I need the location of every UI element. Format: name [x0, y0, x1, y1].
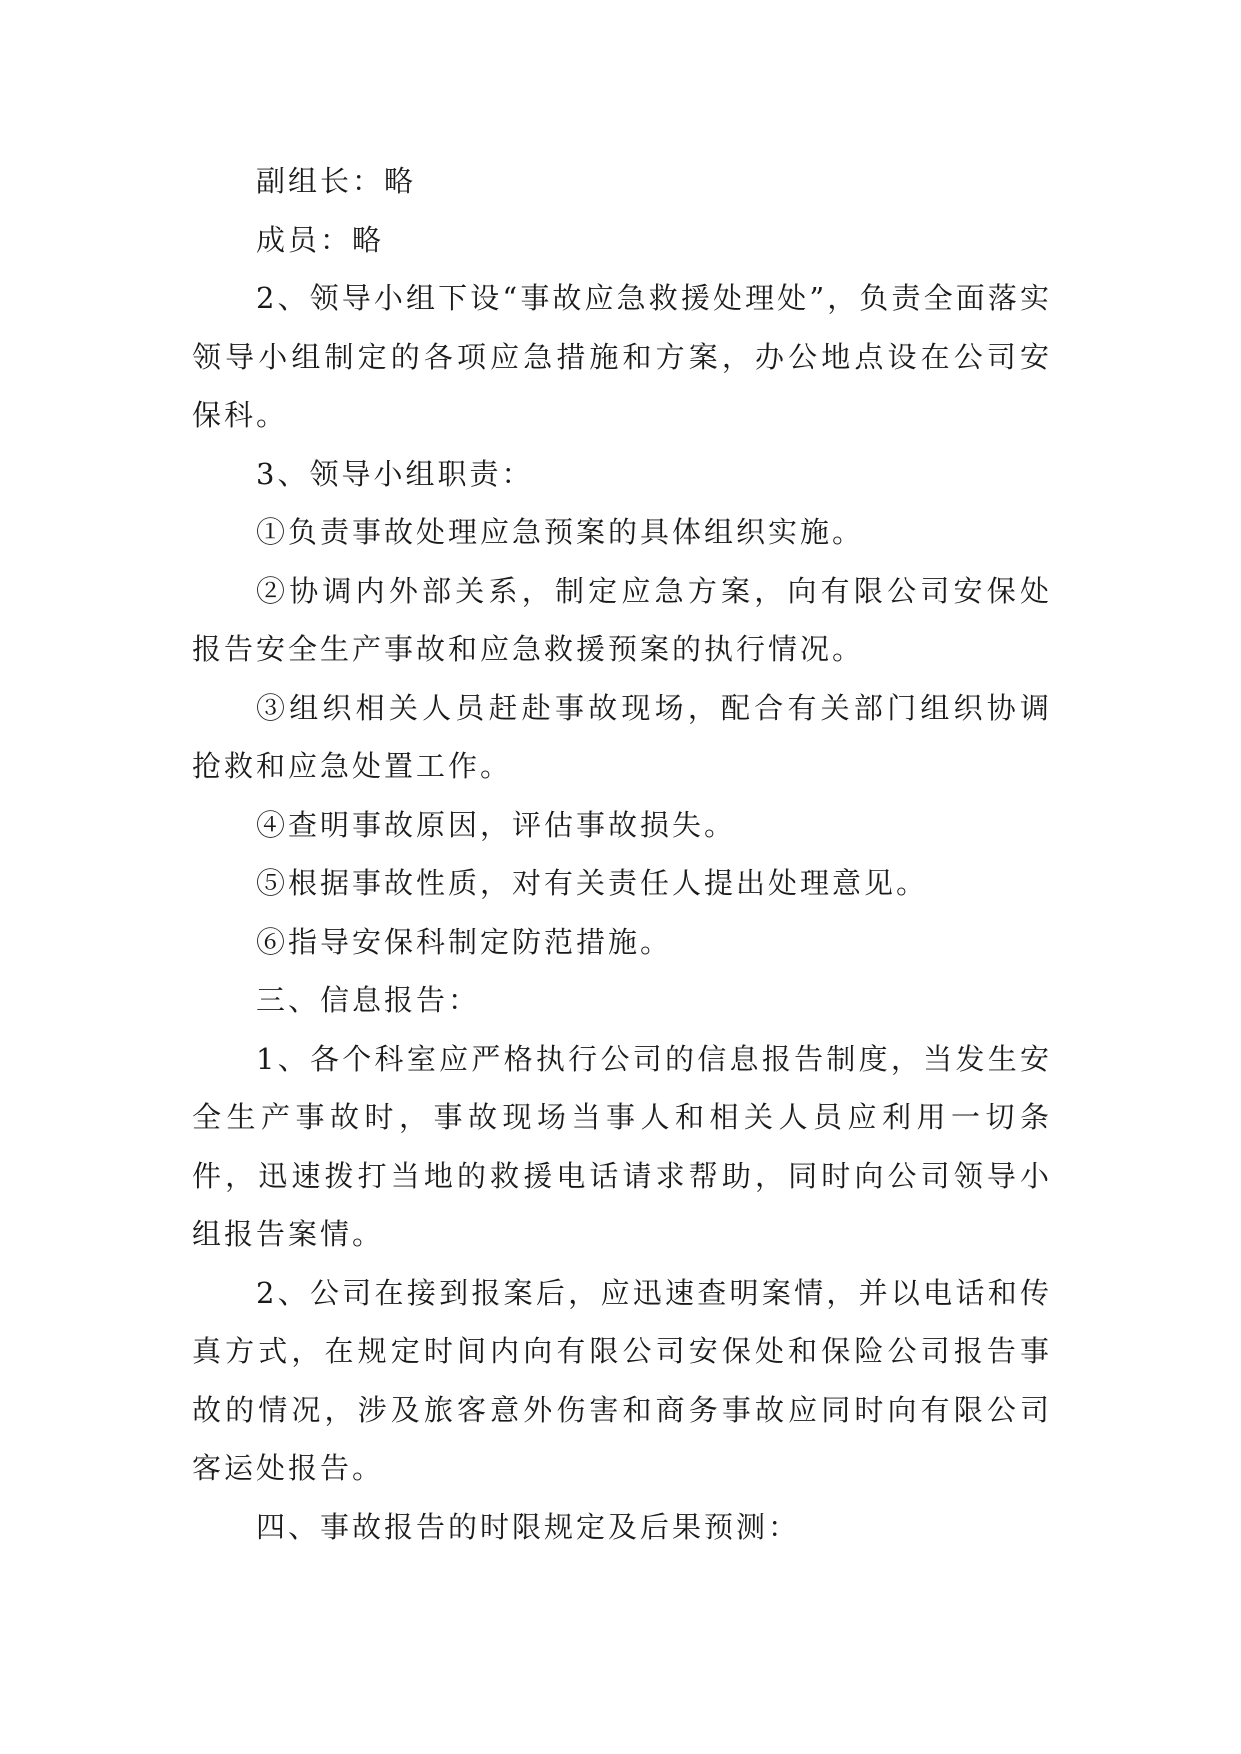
paragraph-deputy-leader: 副组长：略 [256, 164, 417, 198]
paragraph-duty-1: ①负责事故处理应急预案的具体组织实施。 [256, 515, 865, 549]
paragraph-item-2-office: 2、领导小组下设“事故应急救援处理处”，负责全面落实领导小组制定的各项应急措施和方案，办公地点设在公司安保科。 [192, 281, 1052, 432]
paragraph-item-3-duties: 3、领导小组职责： [256, 456, 534, 491]
paragraph-members: 成员：略 [256, 222, 385, 257]
paragraph-duty-5: ⑤根据事故性质，对有关责任人提出处理意见。 [256, 866, 929, 900]
paragraph-duty-4: ④查明事故原因，评估事故损失。 [256, 807, 737, 842]
document-body [192, 152, 1052, 1556]
paragraph-report-1: 1、各个科室应严格执行公司的信息报告制度，当发生安全生产事故时，事故现场当事人和相关人员应利用一切条件，迅速拨打当地的救援电话请求帮助，同时向公司领导小组报告案情。 [192, 1041, 1052, 1251]
paragraph-duty-2: ②协调内外部关系，制定应急方案，向有限公司安保处报告安全生产事故和应急救援预案的执行情况。 [192, 573, 1052, 666]
paragraph-duty-3: ③组织相关人员赶赴事故现场，配合有关部门组织协调抢救和应急处置工作。 [192, 690, 1052, 783]
paragraph-report-2: 2、公司在接到报案后，应迅速查明案情，并以电话和传真方式，在规定时间内向有限公司安保处和保险公司报告事故的情况，涉及旅客意外伤害和商务事故应同时向有限公司客运处报告。 [192, 1275, 1052, 1485]
section-heading-info-report: 三、信息报告： [256, 983, 481, 1017]
section-heading-time-limits: 四、事故报告的时限规定及后果预测： [256, 1509, 801, 1544]
paragraph-duty-6: ⑥指导安保科制定防范措施。 [256, 924, 673, 959]
